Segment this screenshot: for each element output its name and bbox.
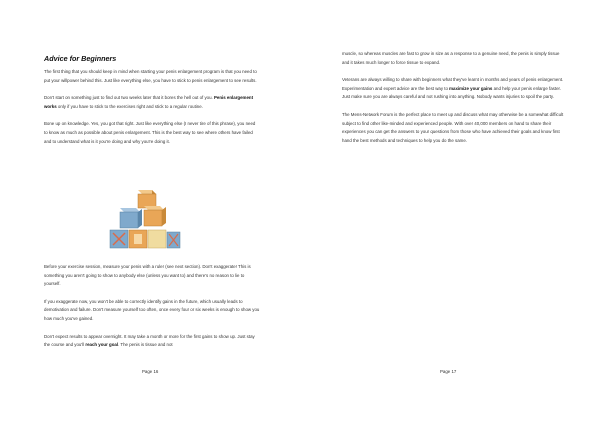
paragraph-6-text-end: . The penis is tissue and not (118, 342, 173, 348)
paragraph-3: The Mens-Network Forum is the perfect place to meet up and discuss what may otherwise be a somewhat difficult subject to find other like-minded and experienced people. With over 40,000 members on hand to share their experiences you can get the answers to your questions from those who have achieved their goals and know first hand the best methods and techniques to help you do the same. (342, 111, 564, 143)
paragraph-2-bold: Penis enlargement works (44, 95, 254, 109)
block-middle-right (144, 206, 166, 226)
paragraph-3: Bone up on knowledge. Yes, you got that right. Just like everything else (I never tire of this phrase), you need to know as much as possible about penis enlargement. This is the best way to see where others have failed and to understand what is it you're doing and why you're doing it. (44, 121, 256, 144)
right-page-text (342, 50, 564, 154)
paragraph-2-bold: maximize your gains (449, 85, 493, 91)
paragraph-1: muscle, so whereas muscles are fast to grow in size as a response to a genuine need, the penis is simply tissue and it takes much longer to force tissue to expand. (342, 51, 560, 65)
paragraph-6-bold: reach your goal (85, 342, 119, 348)
right-page (300, 0, 600, 424)
paragraph-2-text: Don't start on something just to find out two weeks later that it bores the hell out of you. (44, 95, 214, 101)
block-top (138, 190, 156, 208)
paragraph-4: Before your exercise session, measure your penis with a ruler (see next section). Don't exaggerate! This is something you aren't going to show to anybody else (unless you want to) and there's no reason to lie to yourself. (44, 264, 251, 287)
paragraph-2 (44, 94, 260, 111)
paragraph-5: If you exaggerate now, you won't be able to correctly identify gains in the future, which usually leads to demotivation and failure. Don't measure yourself too often, once every four or six weeks is enough to show you how much you've gained. (44, 298, 260, 321)
paragraph-2-text-end: only if you have to stick to the exercises right and stick to a regular routine. (56, 103, 203, 109)
page-number: Page 16 (142, 369, 159, 374)
paragraph-6-text: Don't expect results to appear overnight. It may take a month or more for the first gains to show up. Just stay the course and you'll (44, 333, 255, 348)
block-middle-left (120, 208, 142, 228)
paragraph-2-text: Veterans are always willing to share with beginners what they've learnt in months and years of penis enlargement. Experimentation and expert advice are the best way to (342, 77, 564, 91)
toy-blocks-illustration (108, 188, 182, 252)
page-number: Page 17 (440, 369, 457, 374)
left-page-text-lower (44, 263, 260, 359)
paragraph-6 (44, 333, 260, 350)
paragraph-2 (342, 76, 564, 102)
section-heading: Advice for Beginners (44, 54, 117, 63)
paragraph-1: The first thing that you should keep in mind when starting your penis enlargement program is that you need to put your willpower behind this. Just like everything else, you have to stick to penis enlargement to see results. (44, 69, 257, 83)
paragraph-2-text-end: and help your penis enlarge faster. Just make sure you are always careful and not rushing into anything. Nobody wants injuries to spoil the party. (342, 85, 561, 100)
left-page-text (44, 54, 260, 155)
block-bottom-row (110, 230, 180, 248)
